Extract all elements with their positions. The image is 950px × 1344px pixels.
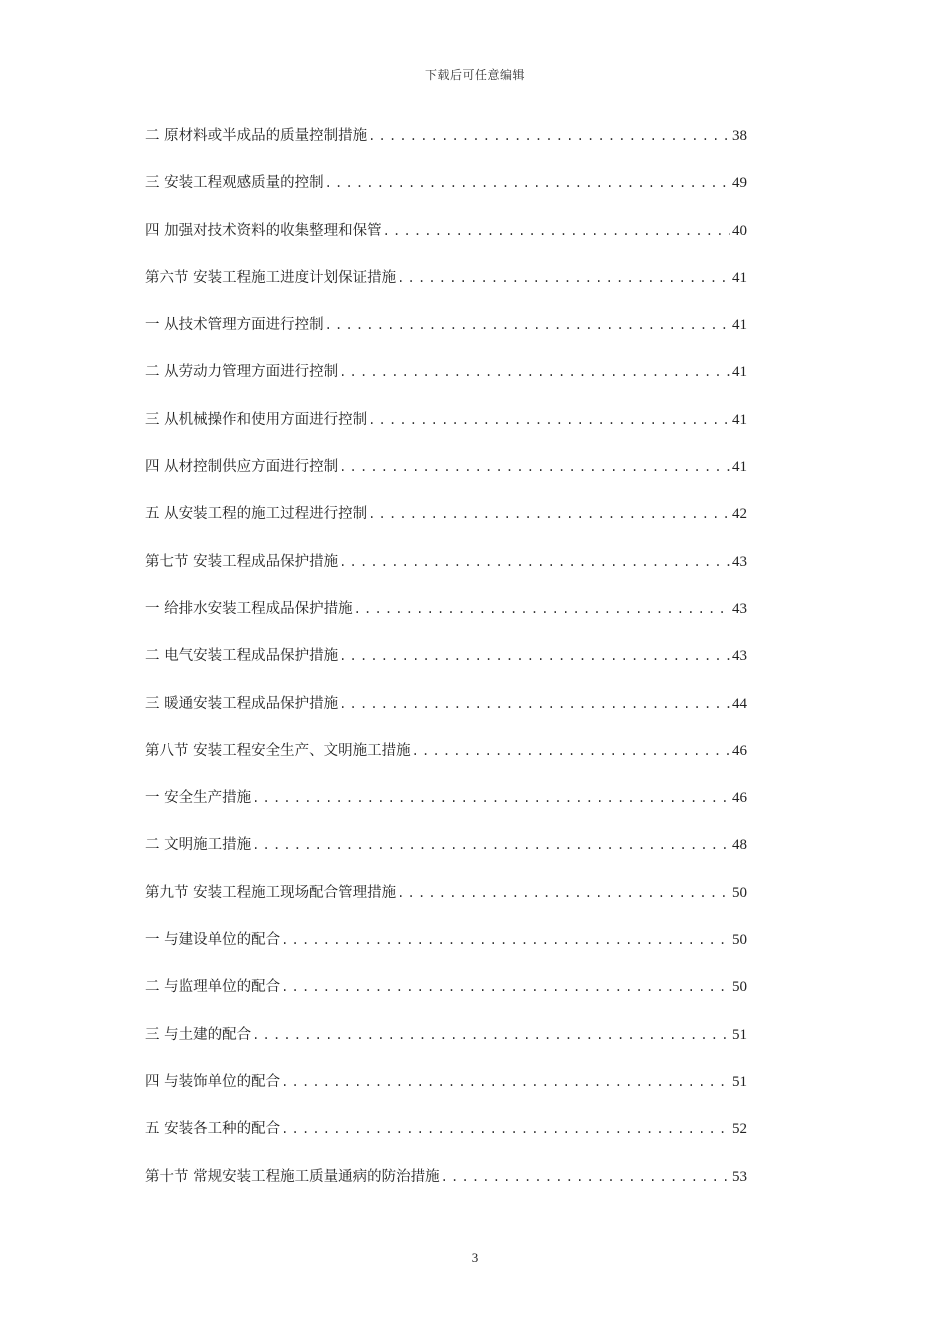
- toc-entry-title: 二 电气安装工程成品保护措施: [145, 648, 339, 665]
- toc-entry-title: 二 文明施工措施: [145, 837, 252, 854]
- toc-entry-title: 四 从材控制供应方面进行控制: [145, 459, 339, 476]
- toc-entry-page: 43: [732, 553, 747, 570]
- toc-leader-dots: [368, 507, 730, 521]
- toc-entry-page: 50: [732, 884, 747, 901]
- toc-leader-dots: [441, 1170, 730, 1184]
- toc-entry[interactable]: [145, 692, 747, 739]
- toc-entry-page: 49: [732, 175, 747, 192]
- toc-leader-dots: [354, 602, 730, 616]
- toc-entry-title: 二 原材料或半成品的质量控制措施: [145, 128, 368, 144]
- toc-entry[interactable]: [145, 550, 747, 597]
- toc-entry-title: 三 从机械操作和使用方面进行控制: [145, 411, 368, 428]
- table-of-contents: [145, 124, 747, 1212]
- toc-entry-page: 41: [732, 411, 747, 428]
- toc-leader-dots: [397, 886, 730, 900]
- toc-entry-page: 44: [732, 695, 747, 712]
- toc-entry-page: 48: [732, 837, 747, 854]
- toc-entry[interactable]: [145, 833, 747, 880]
- toc-leader-dots: [368, 413, 730, 427]
- toc-entry-page: 41: [732, 269, 747, 286]
- toc-entry[interactable]: [145, 1023, 747, 1070]
- toc-entry-title: 四 加强对技术资料的收集整理和保管: [145, 222, 382, 239]
- toc-entry-title: 三 暖通安装工程成品保护措施: [145, 695, 339, 712]
- toc-leader-dots: [325, 318, 730, 332]
- toc-entry-title: 一 安全生产措施: [145, 790, 252, 807]
- toc-entry-page: 40: [732, 222, 747, 239]
- toc-entry-page: 53: [732, 1168, 747, 1185]
- toc-entry[interactable]: [145, 644, 747, 691]
- toc-entry-title: 五 安装各工种的配合: [145, 1121, 281, 1138]
- toc-entry-title: 五 从安装工程的施工过程进行控制: [145, 506, 368, 523]
- toc-entry[interactable]: [145, 455, 747, 502]
- toc-entry-page: 41: [732, 364, 747, 381]
- toc-entry-title: 第八节 安装工程安全生产、文明施工措施: [145, 742, 411, 759]
- page-number: 3: [471, 1250, 479, 1265]
- toc-entry-title: 一 与建设单位的配合: [145, 932, 281, 949]
- toc-entry-title: 二 从劳动力管理方面进行控制: [145, 364, 339, 381]
- toc-entry-page: 42: [732, 506, 747, 523]
- toc-entry[interactable]: [145, 360, 747, 407]
- toc-leader-dots: [339, 555, 730, 569]
- toc-leader-dots: [339, 697, 730, 711]
- toc-entry-page: 50: [732, 979, 747, 996]
- toc-entry[interactable]: [145, 1117, 747, 1164]
- toc-leader-dots: [368, 129, 730, 143]
- toc-entry[interactable]: [145, 408, 747, 455]
- toc-entry[interactable]: [145, 219, 747, 266]
- toc-entry-title: 一 从技术管理方面进行控制: [145, 317, 324, 334]
- toc-entry-title: 一 给排水安装工程成品保护措施: [145, 600, 353, 617]
- toc-leader-dots: [252, 791, 730, 805]
- toc-entry-page: 46: [732, 742, 747, 759]
- toc-entry-title: 三 安装工程观感质量的控制: [145, 175, 324, 192]
- toc-leader-dots: [339, 365, 730, 379]
- toc-leader-dots: [252, 1028, 730, 1042]
- toc-entry[interactable]: [145, 739, 747, 786]
- toc-entry-page: 51: [732, 1026, 747, 1043]
- toc-leader-dots: [281, 1075, 730, 1089]
- toc-entry-title: 二 与监理单位的配合: [145, 979, 281, 996]
- toc-leader-dots: [281, 933, 730, 947]
- toc-entry[interactable]: [145, 786, 747, 833]
- toc-entry[interactable]: [145, 1070, 747, 1117]
- toc-leader-dots: [397, 271, 730, 285]
- toc-entry[interactable]: [145, 975, 747, 1022]
- toc-entry[interactable]: [145, 502, 747, 549]
- toc-entry[interactable]: [145, 1165, 747, 1212]
- toc-entry[interactable]: [145, 266, 747, 313]
- toc-leader-dots: [412, 744, 730, 758]
- toc-entry-title: 第九节 安装工程施工现场配合管理措施: [145, 884, 397, 901]
- toc-entry-page: 43: [732, 600, 747, 617]
- toc-leader-dots: [281, 1122, 730, 1136]
- toc-leader-dots: [325, 176, 730, 190]
- toc-entry[interactable]: [145, 597, 747, 644]
- toc-entry-title: 第十节 常规安装工程施工质量通病的防治措施: [145, 1168, 440, 1185]
- toc-leader-dots: [252, 838, 730, 852]
- toc-leader-dots: [339, 460, 730, 474]
- toc-leader-dots: [281, 980, 730, 994]
- toc-leader-dots: [383, 224, 730, 238]
- toc-entry-page: 46: [732, 790, 747, 807]
- page-header: 下载后可任意编辑: [424, 68, 525, 82]
- toc-entry-page: 51: [732, 1073, 747, 1090]
- toc-entry-page: 52: [732, 1121, 747, 1138]
- toc-entry[interactable]: [145, 171, 747, 218]
- toc-entry-page: 50: [732, 932, 747, 949]
- toc-entry-title: 第七节 安装工程成品保护措施: [145, 553, 339, 570]
- toc-entry[interactable]: [145, 928, 747, 975]
- toc-entry-title: 三 与土建的配合: [145, 1026, 252, 1043]
- toc-entry-page: 41: [732, 459, 747, 476]
- toc-entry[interactable]: [145, 313, 747, 360]
- toc-entry-title: 四 与装饰单位的配合: [145, 1073, 281, 1090]
- toc-entry-title: 第六节 安装工程施工进度计划保证措施: [145, 269, 397, 286]
- toc-leader-dots: [339, 649, 730, 663]
- toc-entry[interactable]: [145, 881, 747, 928]
- toc-entry-page: 41: [732, 317, 747, 334]
- toc-entry[interactable]: [145, 124, 747, 171]
- toc-entry-page: 43: [732, 648, 747, 665]
- toc-entry-page: 38: [732, 128, 747, 144]
